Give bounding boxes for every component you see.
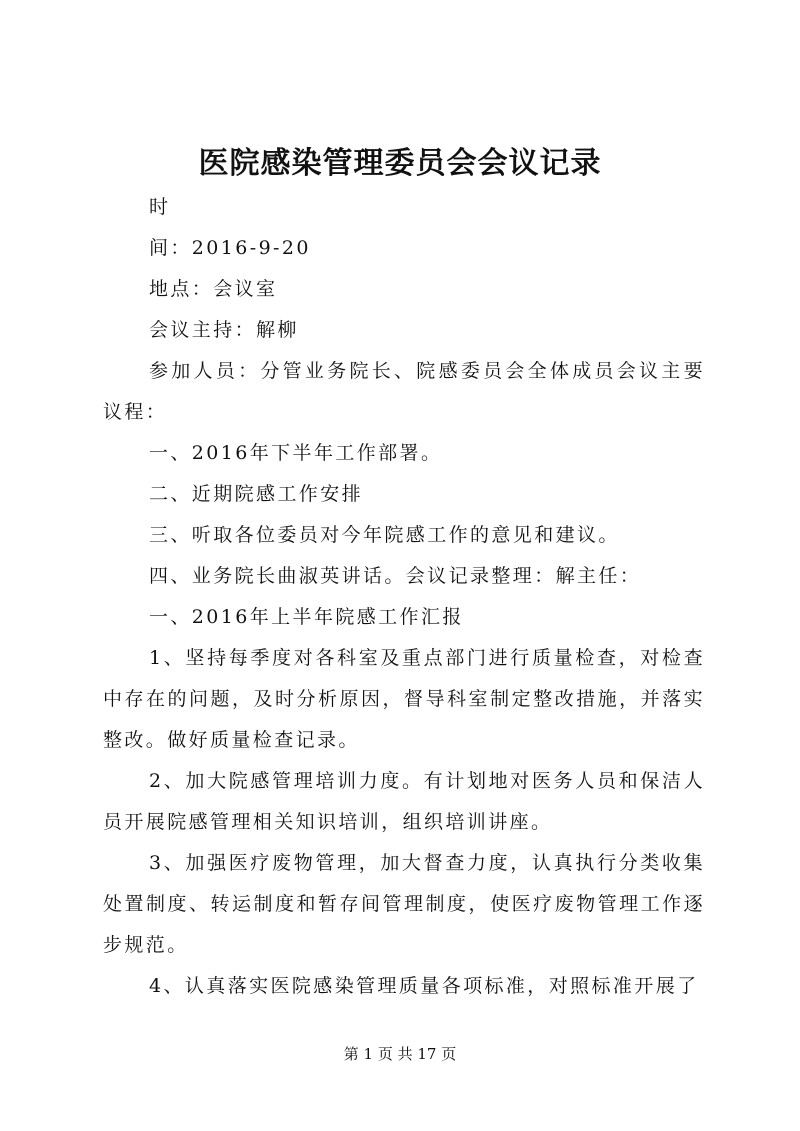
document-body <box>103 187 705 1007</box>
paragraph-report-item-4: 4、认真落实医院感染管理质量各项标准，对照标准开展了 <box>149 975 699 997</box>
paragraph-report-item-2: 2、加大院感管理培训力度。有计划地对医务人员和保洁人员开展院感管理相关知识培训，组织培训讲座。 <box>103 770 705 833</box>
paragraph-attendees-agenda: 参加人员：分管业务院长、院感委员会全体成员会议主要议程： <box>103 360 705 423</box>
paragraph-agenda-item-1: 一、2016年下半年工作部署。 <box>149 442 443 464</box>
paragraph-host: 会议主持：解柳 <box>149 319 299 341</box>
paragraph-time-label: 时 <box>149 196 171 218</box>
document-title: 医院感染管理委员会会议记录 <box>198 146 602 181</box>
paragraph-agenda-item-3: 三、听取各位委员对今年院感工作的意见和建议。 <box>149 524 620 546</box>
paragraph-section-heading: 一、2016年上半年院感工作汇报 <box>149 606 464 628</box>
page-footer: 第 1 页 共 17 页 <box>343 1045 457 1063</box>
paragraph-agenda-item-4: 四、业务院长曲淑英讲话。会议记录整理：解主任： <box>149 565 642 587</box>
paragraph-report-item-3: 3、加强医疗废物管理，加大督查力度，认真执行分类收集处置制度、转运制度和暂存间管理制度，使医疗废物管理工作逐步规范。 <box>103 852 705 956</box>
paragraph-agenda-item-2: 二、近期院感工作安排 <box>149 483 364 505</box>
paragraph-time-value: 间：2016-9-20 <box>149 237 311 259</box>
paragraph-report-item-1: 1、坚持每季度对各科室及重点部门进行质量检查，对检查中存在的问题，及时分析原因，督导科室制定整改措施，并落实整改。做好质量检查记录。 <box>103 647 705 751</box>
paragraph-location: 地点：会议室 <box>149 278 278 300</box>
